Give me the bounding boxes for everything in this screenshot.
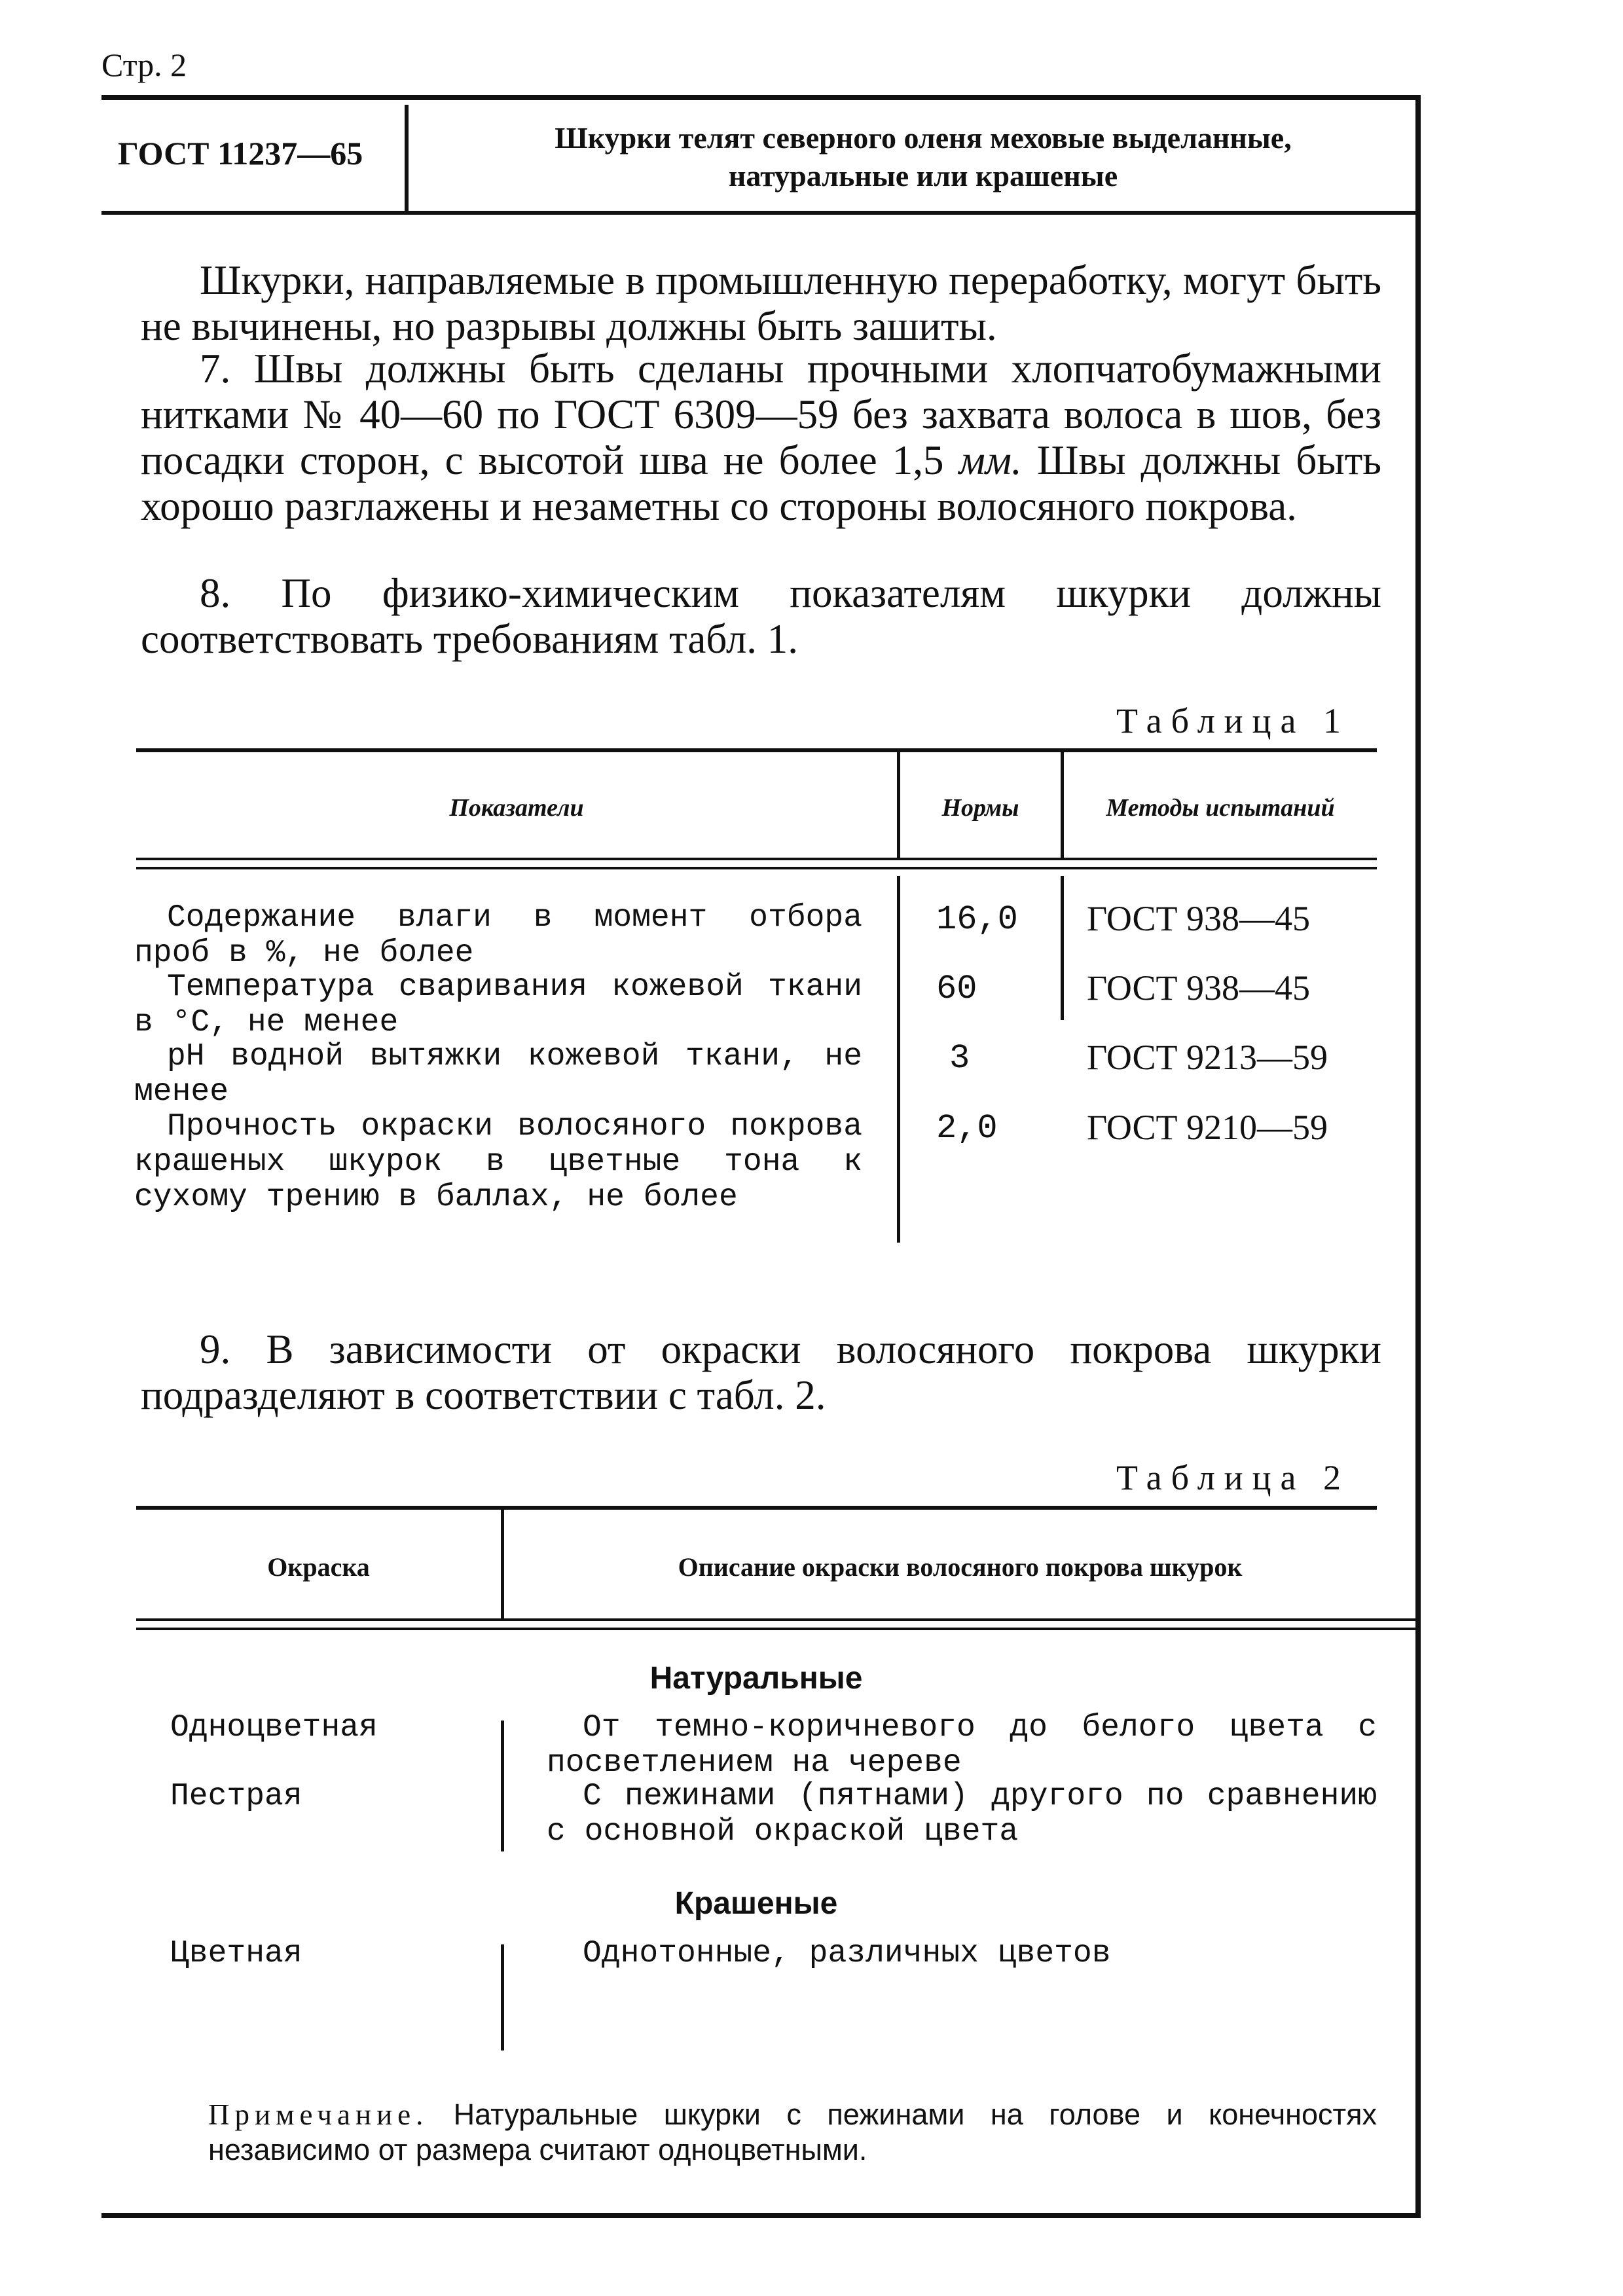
header-divider (405, 105, 409, 211)
paragraph-7-tail: Швы должны быть хорошо разглажены и незаметны со стороны волосяного покрова. (141, 437, 1381, 529)
table1-divider (1061, 876, 1064, 1020)
document-title-line2: натуральные или крашеные (728, 159, 1118, 192)
table2-description-text: Однотонные, различных цветов (583, 1936, 1111, 1971)
paragraph-intro-text: Шкурки, направляемые в промышленную переработку, могут быть не вычинены, но разрывы должны быть зашиты. (141, 257, 1381, 349)
table1-divider (897, 876, 900, 1243)
note-label: Примечание. (208, 2098, 429, 2131)
table1-header-methods: Методы испытаний (1106, 794, 1335, 822)
table1-header-indicators: Показатели (449, 794, 584, 822)
table2-group-dyed: Крашеные (674, 1886, 838, 1921)
top-rule (101, 95, 1421, 100)
table1-method: ГОСТ 938—45 (1087, 968, 1311, 1008)
table1-indicator-text: Температура сваривания кожевой ткани в °С, не менее (134, 970, 862, 1040)
table2-color-name: Цветная (170, 1936, 302, 1971)
table2-description-text: С пежинами (пятнами) другого по сравнению с основной окраской цвета (547, 1779, 1377, 1850)
table1-top-rule (136, 748, 1377, 752)
table2-description (547, 1936, 1377, 1971)
paragraph-9 (141, 1326, 1381, 1418)
table1-indicator (134, 970, 862, 1040)
table2-header-color: Окраска (267, 1552, 370, 1582)
table1-indicator (134, 1039, 862, 1110)
table1-indicator-text: рН водной вытяжки кожевой ткани, не менее (134, 1039, 862, 1110)
table2-divider (501, 1944, 504, 2050)
table1-method: ГОСТ 938—45 (1087, 899, 1311, 938)
table2-header-description: Описание окраски волосяного покрова шкурок (678, 1552, 1243, 1582)
table1-header-norms: Нормы (941, 794, 1019, 822)
paragraph-9-text: 9. В зависимости от окраски волосяного покрова шкурки подразделяют в соответствии с табл. 2. (141, 1326, 1381, 1418)
document-title (432, 119, 1414, 195)
table1-norm: 2,0 (936, 1109, 998, 1148)
table1-method: ГОСТ 9213—59 (1087, 1038, 1328, 1077)
paragraph-7-text: 7. Швы должны быть сделаны прочными хлопчатобумажными нитками № 40—60 по ГОСТ 6309—59 без захвата волоса в шов, без посадки сторон, с высотой шва не более 1,5 (141, 346, 1381, 483)
bottom-rule (101, 2213, 1421, 2218)
paragraph-8-text: 8. По физико-химическим показателям шкурки должны соответствовать требованиям табл. 1. (141, 570, 1381, 662)
table2-caption: Таблица 2 (1116, 1458, 1350, 1497)
table1-indicator-text: Содержание влаги в момент отбора проб в %, не более (134, 900, 862, 971)
table2-group-natural: Натуральные (649, 1661, 863, 1696)
table1-indicator (134, 1109, 862, 1215)
table1-indicator-text: Прочность окраски волосяного покрова крашеных шкурок в цветные тона к сухому трению в баллах, не более (134, 1109, 862, 1215)
table1-norm: 60 (936, 970, 977, 1008)
table1-header-rule (136, 858, 1377, 860)
table2-top-rule (136, 1506, 1377, 1510)
table1-norm: 3 (949, 1039, 970, 1078)
table2-description (547, 1710, 1377, 1781)
gost-code: ГОСТ 11237—65 (118, 135, 363, 172)
table1-header-rule (136, 867, 1377, 869)
page-number: Стр. 2 (101, 46, 187, 83)
paragraph-intro (141, 257, 1381, 349)
header-rule (101, 211, 1421, 215)
paragraph-7 (141, 346, 1381, 529)
paragraph-8 (141, 570, 1381, 662)
right-border (1415, 95, 1421, 2216)
table2-color-name: Одноцветная (170, 1710, 378, 1745)
table1-norm: 16,0 (936, 900, 1018, 939)
table1-indicator (134, 900, 862, 971)
document-title-line1: Шкурки телят северного оленя меховые выделанные, (555, 121, 1292, 155)
table2-description (547, 1779, 1377, 1850)
unit-mm: мм. (958, 437, 1022, 483)
table2-header-rule (136, 1618, 1416, 1621)
table2-divider (501, 1721, 504, 1851)
footnote (208, 2097, 1377, 2168)
table1-method: ГОСТ 9210—59 (1087, 1108, 1328, 1147)
table2-description-text: От темно-коричневого до белого цвета с посветлением на череве (547, 1710, 1377, 1781)
note-text: Натуральные шкурки с пежинами на голове и конечностях независимо от размера считают одноцветными. (208, 2098, 1377, 2166)
table1-caption: Таблица 1 (1116, 701, 1350, 740)
table2-color-name: Пестрая (170, 1779, 302, 1814)
table2-header-rule (136, 1628, 1416, 1630)
